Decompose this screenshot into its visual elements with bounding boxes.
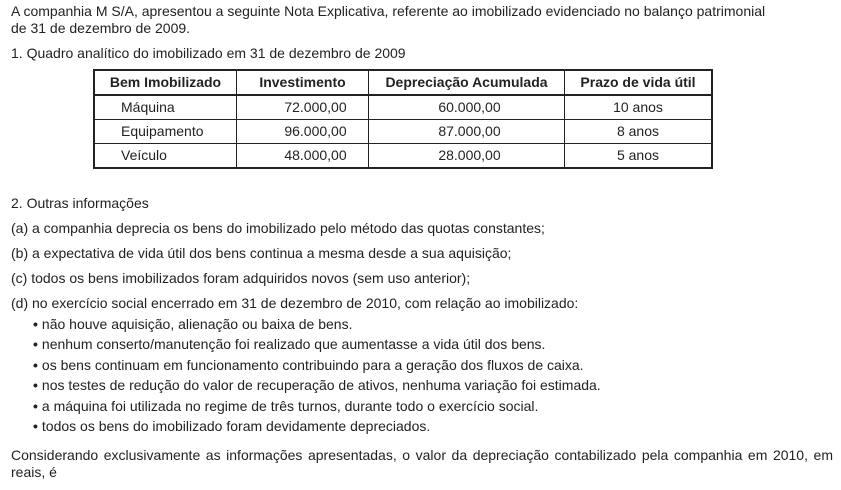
item-b: (b) a expectativa de vida útil dos bens continua a mesma desde a sua aquisição; [11, 245, 512, 261]
table-header-row [94, 70, 712, 95]
intro-line-2: de 31 de dezembro de 2009. [11, 20, 191, 36]
header-depreciacao-acumulada: Depreciação Acumulada [369, 70, 565, 95]
bullet-glyph: • [33, 357, 38, 373]
cell-depreciacao: 60.000,00 [369, 95, 565, 120]
table-row [94, 120, 712, 144]
imobilizado-table [93, 69, 713, 169]
bullet-glyph: • [33, 398, 38, 414]
bullet-text: a máquina foi utilizada no regime de três turnos, durante todo o exercício social. [41, 398, 539, 414]
bullet-glyph: • [33, 377, 38, 393]
item-d: (d) no exercício social encerrado em 31 de dezembro de 2010, com relação ao imobilizado: [11, 295, 579, 311]
section-2-title: 2. Outras informações [11, 195, 149, 211]
bullet-item [33, 357, 584, 374]
cell-depreciacao: 28.000,00 [369, 144, 565, 169]
header-bem-imobilizado: Bem Imobilizado [94, 70, 237, 95]
cell-prazo: 5 anos [565, 144, 713, 169]
bullet-item [33, 398, 538, 415]
bullet-glyph: • [33, 336, 38, 352]
bullet-text: todos os bens do imobilizado foram devidamente depreciados. [41, 418, 431, 434]
bullet-glyph: • [33, 418, 38, 434]
intro-line-1: A companhia M S/A, apresentou a seguinte Nota Explicativa, referente ao imobilizado evidenciado no balanço patrimonial [11, 3, 766, 19]
bullet-text: os bens continuam em funcionamento contribuindo para a geração dos fluxos de caixa. [41, 357, 584, 373]
table-row [94, 144, 712, 169]
item-a: (a) a companhia deprecia os bens do imobilizado pelo método das quotas constantes; [11, 220, 545, 236]
cell-bem: Máquina [94, 95, 237, 120]
header-investimento: Investimento [237, 70, 369, 95]
bullet-item [33, 316, 352, 333]
bullet-text: nos testes de redução do valor de recuperação de ativos, nenhuma variação foi estimada. [41, 377, 601, 393]
bullet-text: nenhum conserto/manutenção foi realizado que aumentasse a vida útil dos bens. [41, 336, 546, 352]
cell-prazo: 8 anos [565, 120, 713, 144]
bullet-item [33, 377, 601, 394]
item-c: (c) todos os bens imobilizados foram adquiridos novos (sem uso anterior); [11, 270, 471, 286]
section-1-title: 1. Quadro analítico do imobilizado em 31 de dezembro de 2009 [11, 45, 406, 61]
bullet-item [33, 336, 545, 353]
bullet-item [33, 418, 430, 435]
cell-bem: Equipamento [94, 120, 237, 144]
bullet-glyph: • [33, 316, 38, 332]
cell-investimento: 48.000,00 [237, 144, 369, 169]
cell-investimento: 72.000,00 [237, 95, 369, 120]
cell-investimento: 96.000,00 [237, 120, 369, 144]
table-row [94, 95, 712, 120]
cell-bem: Veículo [94, 144, 237, 169]
bullet-text: não houve aquisição, alienação ou baixa de bens. [41, 316, 353, 332]
header-prazo-vida-util: Prazo de vida útil [565, 70, 713, 95]
cell-prazo: 10 anos [565, 95, 713, 120]
cell-depreciacao: 87.000,00 [369, 120, 565, 144]
conclusion-paragraph: Considerando exclusivamente as informações apresentadas, o valor da depreciação contabilizado pela companhia em 2010, em reais, é [11, 447, 833, 480]
